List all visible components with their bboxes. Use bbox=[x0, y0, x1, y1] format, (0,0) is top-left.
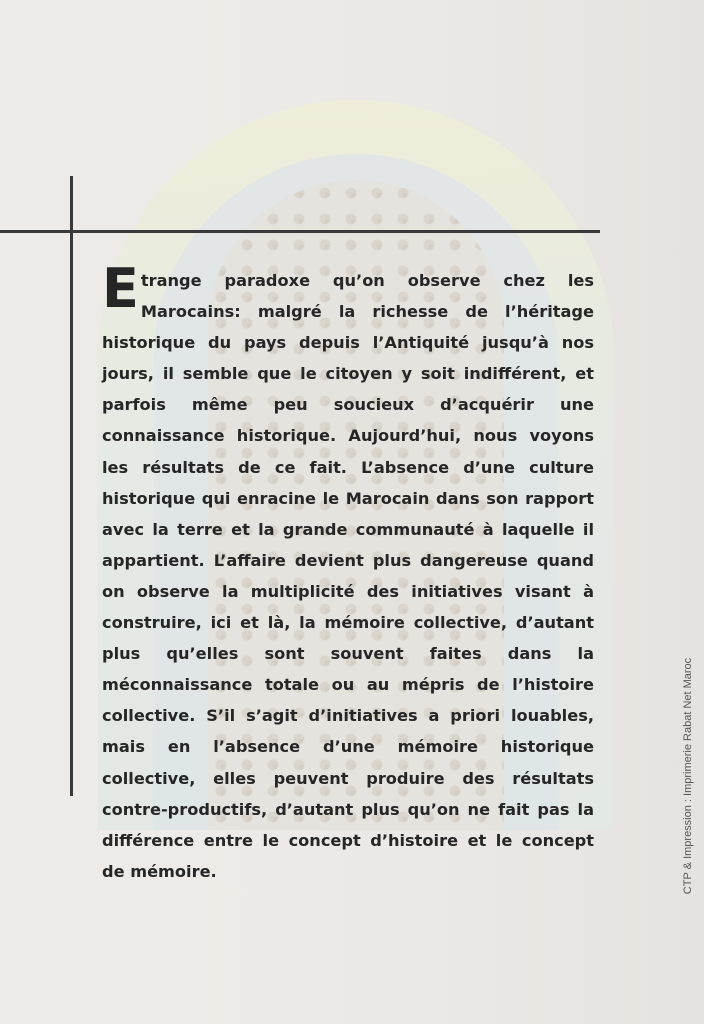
paragraph-text: trange paradoxe qu’on observe chez les Marocains: malgré la richesse de l’héritage historique du pays depuis l’Antiquité jusqu’à nos jours, il semble que le citoyen y soit indifférent, et parfois même peu soucieux d’acquérir une connaissance historique. Aujourd’hui, nous voyons les résultats de ce fait. L’absence d’une culture historique qui enracine le Marocain dans son rapport avec la terre et la grande communauté à laquelle il appartient. L’affaire devient plus dangereuse quand on observe la multiplicité des initiatives visant à construire, ici et là, la mémoire collective, d’autant plus qu’elles sont souvent faites dans la méconnaissance totale ou au mépris de l’histoire collective. S’il s’agit d’initiatives a priori louables, mais en l’absence d’une mémoire historique collective, elles peuvent produire des résultats contre-productifs, d’autant plus qu’on ne fait pas la différence entre le concept d’histoire et le concept de mémoire. bbox=[102, 271, 594, 881]
printer-credit: CTP & Impression : Imprimerie Rabat Net Maroc bbox=[682, 657, 694, 895]
horizontal-rule bbox=[0, 230, 600, 233]
drop-cap: E bbox=[102, 257, 139, 320]
body-paragraph bbox=[102, 257, 594, 887]
vertical-rule bbox=[70, 176, 73, 796]
